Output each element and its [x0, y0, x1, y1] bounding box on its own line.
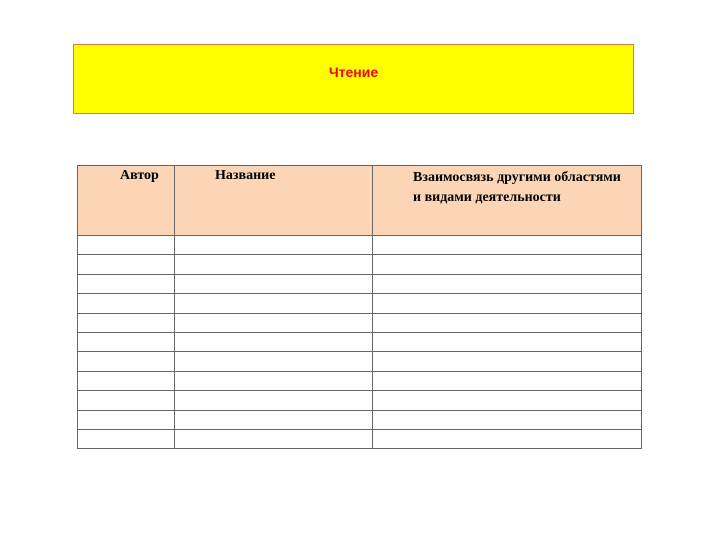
header-relation: Взаимосвязь другими областями и видами деятельности: [373, 166, 642, 236]
title-banner: [73, 44, 634, 114]
reading-table: [77, 165, 642, 449]
table-cell[interactable]: [373, 391, 642, 410]
table-header-row: [78, 166, 642, 236]
table-cell[interactable]: [175, 255, 373, 274]
table-cell[interactable]: [78, 332, 175, 351]
table-cell[interactable]: [373, 313, 642, 332]
table-cell[interactable]: [175, 236, 373, 255]
table-cell[interactable]: [78, 255, 175, 274]
table-body: [78, 236, 642, 449]
table-row: [78, 352, 642, 371]
slide-title: Чтение: [328, 64, 379, 80]
table-row: [78, 236, 642, 255]
table-cell[interactable]: [78, 236, 175, 255]
table-cell[interactable]: [373, 429, 642, 448]
table-cell[interactable]: [175, 410, 373, 429]
header-author: Автор: [78, 166, 175, 236]
table-cell[interactable]: [78, 371, 175, 390]
table-cell[interactable]: [78, 352, 175, 371]
table-row: [78, 410, 642, 429]
table-row: [78, 391, 642, 410]
table-cell[interactable]: [373, 371, 642, 390]
table-cell[interactable]: [175, 371, 373, 390]
header-title: Название: [175, 166, 373, 236]
table-cell[interactable]: [373, 352, 642, 371]
table-row: [78, 429, 642, 448]
table-cell[interactable]: [78, 274, 175, 293]
table-cell[interactable]: [373, 332, 642, 351]
table-row: [78, 313, 642, 332]
table-cell[interactable]: [175, 313, 373, 332]
table-cell[interactable]: [373, 294, 642, 313]
table-cell[interactable]: [175, 429, 373, 448]
table-cell[interactable]: [175, 332, 373, 351]
table-row: [78, 371, 642, 390]
table-cell[interactable]: [373, 255, 642, 274]
table-cell[interactable]: [373, 410, 642, 429]
table-cell[interactable]: [373, 274, 642, 293]
table-cell[interactable]: [175, 274, 373, 293]
table-row: [78, 255, 642, 274]
table-cell[interactable]: [175, 294, 373, 313]
table-cell[interactable]: [78, 429, 175, 448]
table-row: [78, 274, 642, 293]
table-cell[interactable]: [78, 313, 175, 332]
table-cell[interactable]: [175, 391, 373, 410]
table-cell[interactable]: [175, 352, 373, 371]
table-row: [78, 332, 642, 351]
table-row: [78, 294, 642, 313]
table-cell[interactable]: [78, 391, 175, 410]
table-cell[interactable]: [78, 294, 175, 313]
table-cell[interactable]: [78, 410, 175, 429]
table-cell[interactable]: [373, 236, 642, 255]
